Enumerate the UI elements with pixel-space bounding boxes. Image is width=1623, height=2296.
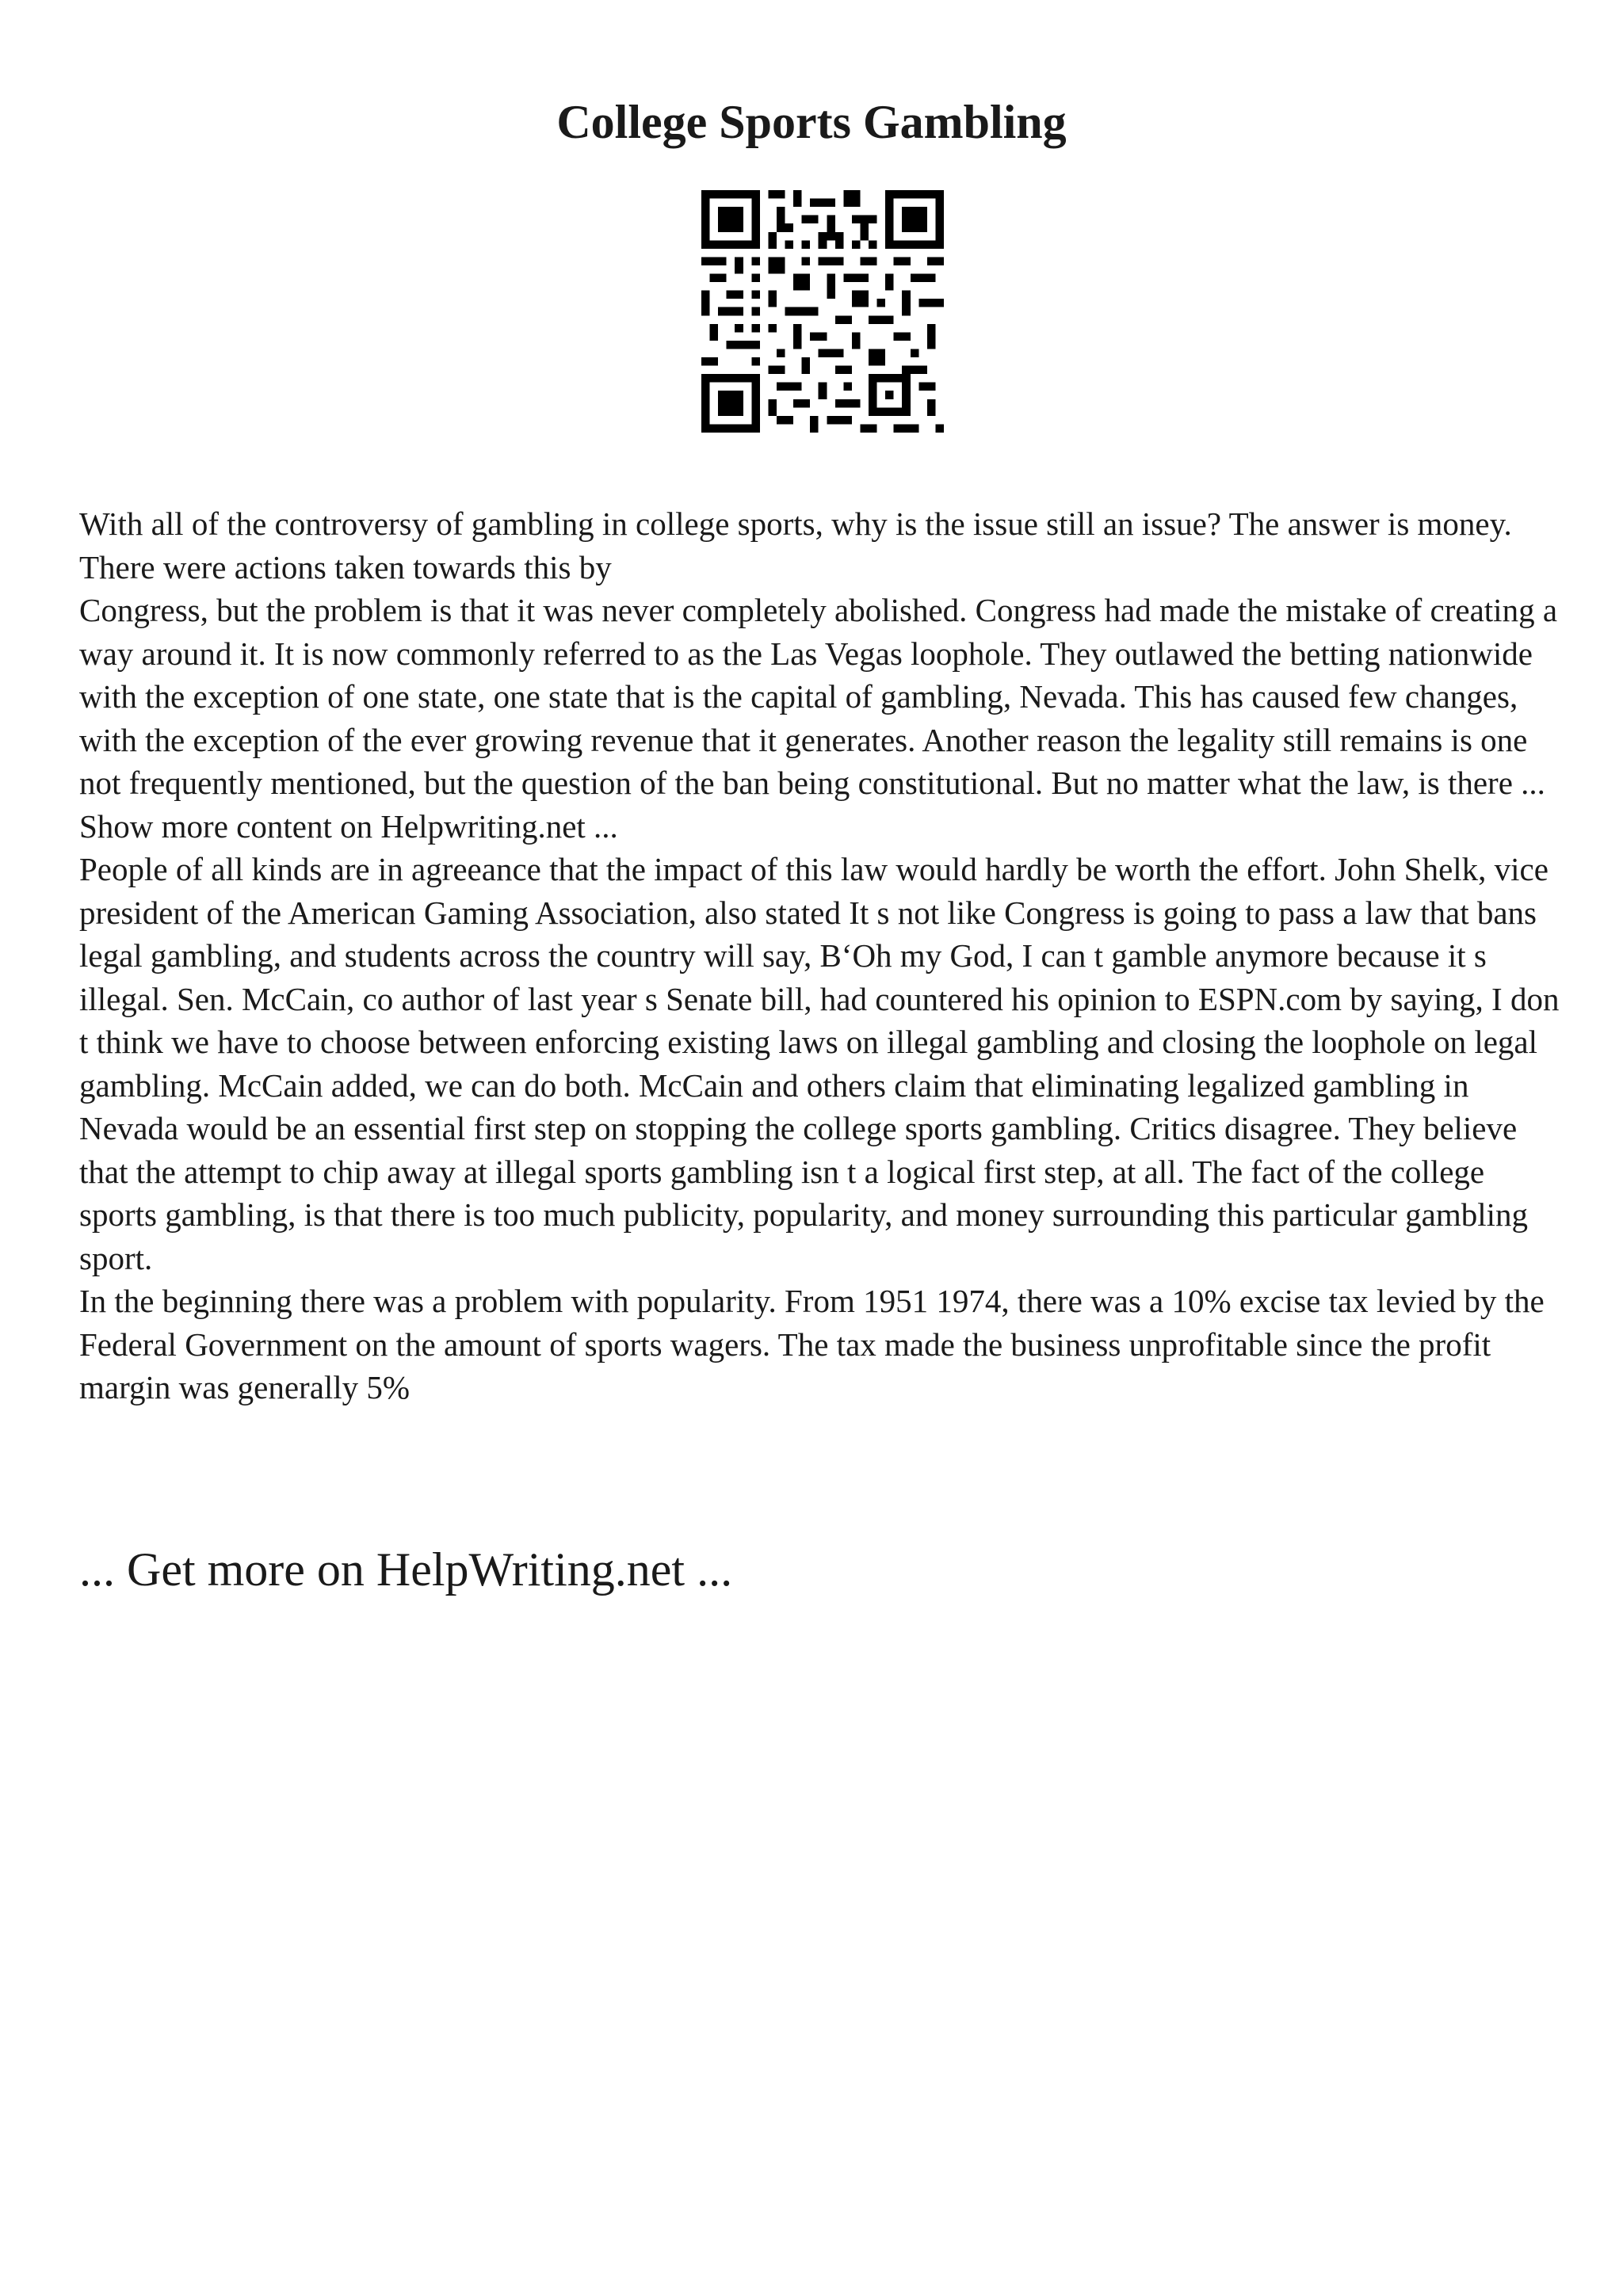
qr-code-icon <box>701 190 944 433</box>
paragraph-2: Congress, but the problem is that it was never completely abolished. Congress had made the mistake of creating a way around it. It is now commonly referred to as the Las Vegas loophole. They outlawed the betting nationwide with the exception of one state, one state that is the capital of gambling, Nevada. This has caused few changes, with the exception of the ever growing revenue that it generates. Another reason the legality still remains is one not frequently mentioned, but the question of the ban being constitutional. But no matter what the law, is there ... Show more content on Helpwriting.net ... <box>79 592 1558 845</box>
article-body <box>79 502 1569 1409</box>
document-title: College Sports Gambling <box>556 96 1067 148</box>
paragraph-3: People of all kinds are in agreeance that the impact of this law would hardly be worth the effort. John Shelk, vice president of the American Gaming Association, also stated It s not like Congress is going to pass a law that bans legal gambling, and students across the country will say, B‘Oh my God, I can t gamble anymore because it s illegal. Sen. McCain, co author of last year s Senate bill, had countered his opinion to ESPN.com by saying, I don t think we have to choose between enforcing existing laws on illegal gambling and closing the loophole on legal gambling. McCain added, we can do both. McCain and others claim that eliminating legalized gambling in Nevada would be an essential first step on stopping the college sports gambling. Critics disagree. They believe that the attempt to chip away at illegal sports gambling isn t a logical first step, at all. The fact of the college sports gambling, is that there is too much publicity, popularity, and money surrounding this particular gambling sport. <box>79 851 1560 1276</box>
paragraph-1: With all of the controversy of gambling in college sports, why is the issue still an issue? The answer is money. There were actions taken towards this by <box>79 505 1512 585</box>
get-more-link[interactable]: ... Get more on HelpWriting.net ... <box>79 1543 733 1596</box>
paragraph-4: In the beginning there was a problem with popularity. From 1951 1974, there was a 10% excise tax levied by the Federal Government on the amount of sports wagers. The tax made the business unprofitable since the profit margin was generally 5% <box>79 1283 1545 1405</box>
